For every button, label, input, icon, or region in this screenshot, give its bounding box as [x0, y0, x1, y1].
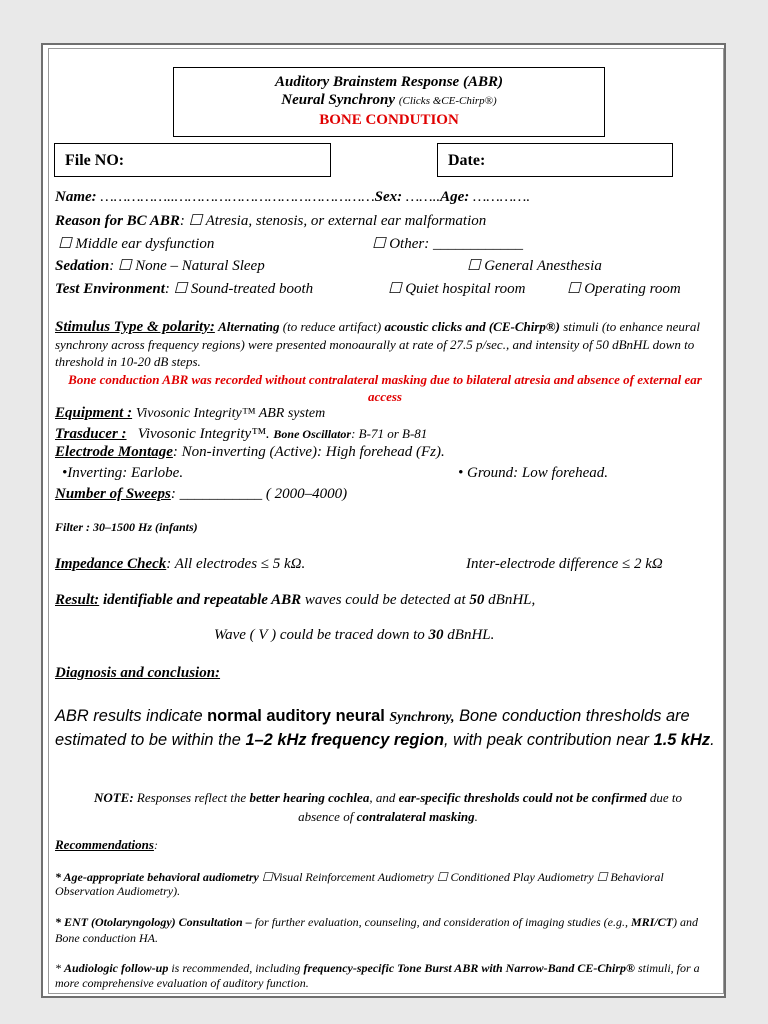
rec3-bold2: frequency-specific Tone Burst ABR with Narrow-Band CE-Chirp®	[303, 961, 635, 975]
montage-inverting	[62, 465, 183, 482]
test-env-option-quiet-room[interactable]: ☐ Quiet hospital room	[388, 281, 526, 297]
rec2-bold: * ENT (Otolaryngology) Consultation –	[55, 915, 252, 929]
sex-label: Sex:	[374, 189, 403, 205]
name-dots[interactable]: ……………..………………………………………	[100, 189, 375, 205]
rec3-star: *	[55, 961, 61, 975]
conclusion-paragraph	[55, 705, 725, 751]
title-line2: Neural Synchrony (Clicks &CE-Chirp®)	[281, 92, 497, 108]
rec3-text2: stimuli, for a more comprehensive evaluation of auditory function.	[55, 961, 700, 990]
conclusion-text4: Bone conduction thresholds are estimated to be within the	[55, 707, 690, 749]
test-env-option-booth[interactable]: : ☐ Sound-treated booth	[164, 281, 314, 297]
file-no-label: File NO:	[65, 152, 125, 169]
impedance-value: : All electrodes ≤ 5 kΩ.	[166, 556, 306, 572]
file-no-field[interactable]	[54, 143, 331, 177]
title-line3: BONE CONDUTION	[319, 112, 459, 128]
recommendation-2	[55, 914, 720, 946]
stimulus-text2: acoustic clicks and (CE-Chirp®)	[384, 319, 560, 334]
stimulus-text3: stimuli (to enhance neural synchrony across frequency regions) were presented monoaurally at rate of 27.5 p/sec., and intensity of 50 dBnHL down to threshold in 10-20 dB steps.	[55, 319, 701, 369]
reason-option-middle-ear[interactable]: ☐ Middle ear dysfunction	[58, 236, 215, 252]
rec2-bold2: MRI/CT	[631, 915, 674, 929]
impedance-label: Impedance Check	[55, 556, 167, 572]
recommendation-3	[55, 961, 720, 991]
sex-dots[interactable]: ……..	[405, 189, 441, 205]
conclusion-text3: Synchrony,	[389, 710, 455, 725]
ground-text: Ground: Low forehead.	[467, 465, 608, 481]
bullet-icon: •	[458, 465, 464, 481]
note-text2: better hearing cochlea	[249, 790, 370, 805]
wave-text2: dBnHL.	[447, 627, 495, 643]
transducer-value: Vivosonic Integrity™.	[137, 426, 270, 442]
title-line1: Auditory Brainstem Response (ABR)	[275, 74, 503, 90]
wave-value-30: 30	[428, 627, 444, 643]
date-field[interactable]	[437, 143, 673, 177]
result-text1: identifiable and repeatable ABR	[102, 592, 302, 608]
reason-option-atresia[interactable]: : ☐ Atresia, stenosis, or external ear malformation	[179, 213, 487, 229]
conclusion-text2: normal auditory neural	[207, 707, 385, 725]
result-row	[55, 592, 535, 609]
age-dots[interactable]: ………….	[473, 189, 531, 205]
stimulus-text1: (to reduce artifact)	[282, 319, 382, 334]
conclusion-text8: .	[710, 731, 715, 749]
sedation-option-ga[interactable]: ☐ General Anesthesia	[467, 258, 602, 274]
result-value-50: 50	[469, 592, 485, 608]
reason-option-other[interactable]: ☐ Other: ____________	[372, 236, 523, 252]
note-text3: , and	[369, 790, 396, 805]
note-text1: Responses reflect the	[136, 790, 247, 805]
note-text5: due to absence of	[298, 790, 683, 824]
recommendations-heading	[55, 837, 158, 853]
reason-row	[55, 211, 486, 230]
title-box	[173, 67, 605, 137]
note-text7: .	[474, 809, 478, 824]
rec2-text: for further evaluation, counseling, and consideration of imaging studies (e.g.,	[251, 915, 628, 929]
montage-ground	[458, 465, 608, 482]
conclusion-text5: 1–2 kHz frequency region	[245, 731, 445, 749]
reason-label: Reason for BC ABR	[55, 213, 180, 229]
impedance-row	[55, 556, 305, 573]
equipment-value: Vivosonic Integrity™ ABR system	[135, 406, 326, 421]
filter-text: Filter : 30–1500 Hz (infants)	[55, 520, 198, 534]
rec3-bold: Audiologic follow-up	[64, 961, 169, 975]
age-label: Age:	[440, 189, 470, 205]
bone-oscillator-label: Bone Oscillator	[273, 427, 352, 441]
equipment-label: Equipment :	[55, 405, 133, 421]
bullet-icon: •	[62, 465, 68, 481]
red-note: Bone conduction ABR was recorded without contralateral masking due to bilateral atresia and absence of external ear access	[68, 372, 702, 404]
inter-electrode-text: Inter-electrode difference ≤ 2 kΩ	[466, 556, 663, 572]
rec1-text: ☐Visual Reinforcement Audiometry ☐ Conditioned Play Audiometry ☐ Behavioral Observation Audiometry).	[55, 870, 664, 898]
rec3-text: is recommended, including	[168, 961, 301, 975]
test-env-option-or[interactable]: ☐ Operating room	[567, 281, 681, 297]
name-row	[55, 189, 530, 206]
sweeps-value[interactable]: : ___________ ( 2000–4000)	[170, 486, 348, 502]
recommendations-label: Recommendations	[55, 837, 154, 852]
wave-text1: Wave ( V ) could be traced down to	[214, 627, 425, 643]
sweeps-label: Number of Sweeps	[55, 486, 171, 502]
conclusion-text1: ABR results indicate	[55, 707, 203, 725]
rec1-bold: * Age-appropriate behavioral audiometry	[55, 870, 259, 884]
conclusion-text7: 1.5 kHz	[653, 731, 711, 749]
sweeps-row	[55, 486, 347, 503]
rec2-text2: ) and Bone conduction HA.	[55, 915, 699, 945]
montage-value: : Non-inverting (Active): High forehead (Fz).	[172, 444, 445, 460]
test-env-row	[55, 279, 313, 298]
sedation-label: Sedation	[55, 258, 110, 274]
recommendations-colon: :	[153, 838, 158, 852]
note-text4: ear-specific thresholds could not be confirmed	[398, 790, 647, 805]
equipment-row	[55, 405, 325, 422]
result-text2: waves could be detected at	[304, 592, 466, 608]
transducer-label: Trasducer :	[55, 426, 127, 442]
montage-label: Electrode Montage	[55, 444, 173, 460]
montage-row	[55, 444, 445, 461]
sedation-row	[55, 256, 265, 275]
inverting-text: Inverting: Earlobe.	[67, 465, 184, 481]
transducer-row	[55, 426, 427, 443]
stimulus-alternating: Alternating	[218, 319, 280, 334]
recommendation-1	[55, 870, 720, 898]
conclusion-text6: , with peak contribution near	[444, 731, 650, 749]
sedation-option-none[interactable]: : ☐ None – Natural Sleep	[109, 258, 265, 274]
note-text6: contralateral masking	[356, 809, 475, 824]
bone-oscillator-value: : B-71 or B-81	[351, 426, 428, 441]
note-paragraph	[78, 788, 698, 826]
wave-row	[214, 627, 494, 644]
stimulus-paragraph	[55, 318, 715, 370]
diagnosis-label: Diagnosis and conclusion:	[55, 665, 221, 681]
date-label: Date:	[448, 152, 486, 169]
title-line2-small: (Clicks &CE-Chirp®)	[398, 95, 497, 107]
test-env-label: Test Environment	[55, 281, 165, 297]
note-label: NOTE:	[93, 790, 134, 805]
result-text3: dBnHL,	[488, 592, 536, 608]
result-label: Result:	[55, 592, 100, 608]
stimulus-label: Stimulus Type & polarity:	[55, 319, 215, 335]
name-label: Name:	[55, 189, 97, 205]
